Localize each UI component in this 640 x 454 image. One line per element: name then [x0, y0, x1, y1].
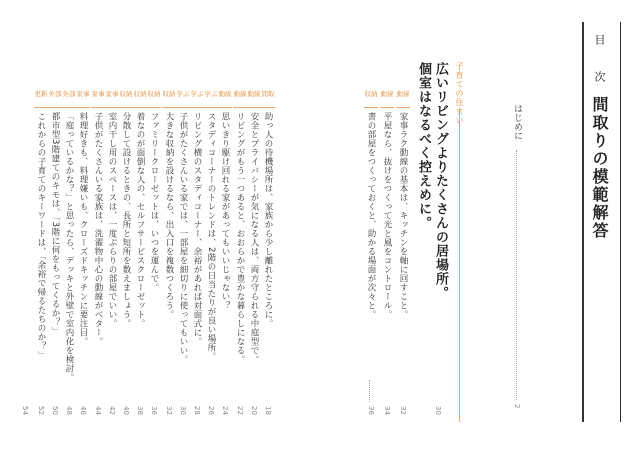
left-item-text: 助っ人の待機場所は、家族から少し離れたところに。	[263, 112, 273, 328]
left-item-tag: 収納	[133, 90, 147, 108]
left-item-text: リビングがもう一つあると、おおらかで豊かな暮らしになる。	[235, 112, 245, 364]
left-item-page: 36	[150, 406, 158, 415]
left-item-text: 「庭っているかな？」と思ったら、デッキと外壁で室内化を検討。	[64, 112, 74, 382]
left-item-text: 安全とプライバシーが気になる人は、両方守られる中庭型で。	[249, 112, 259, 364]
left-item-page: 20	[250, 406, 258, 415]
toc-heading-char1: 目	[593, 34, 606, 45]
left-item-page: 52	[37, 406, 45, 415]
left-item-text: 分散して設けるときの、長所と短所を数えましょう。	[121, 112, 131, 328]
left-item-text: 子供がたくさんいる家族は、洗濯物中心の動線がベター。	[93, 112, 103, 346]
section1-item-tag: 動線	[380, 90, 394, 108]
toc-heading	[591, 34, 607, 82]
section1-item-tag: 収納	[364, 90, 378, 108]
left-item-page: 18	[264, 406, 272, 415]
toc-intro-page: 2	[513, 404, 521, 409]
toc-heading-char2: 次	[593, 71, 606, 82]
left-item-text: リビング横のスタディコーナー、余裕があれば対面式に。	[192, 112, 202, 346]
left-item-text: 都市型3階建てのキモは、「3階に何をもってくるか？」	[50, 112, 60, 336]
toc-intro-label[interactable]: はじめに	[512, 104, 522, 140]
left-item-tag: 学ぶ	[190, 90, 204, 108]
left-item-tag: 収納	[119, 90, 133, 108]
left-item-page: 28	[193, 406, 201, 415]
left-item-tag: 収納	[162, 90, 176, 108]
intro-leader-line	[516, 150, 518, 400]
left-item-page: 30	[179, 406, 187, 415]
left-item-tag: 収納	[147, 90, 161, 108]
left-item-text: 室内干し用のスペースは、一度ぷらりの部屋でいい。	[107, 112, 117, 328]
left-item-text: 大きな収納を設けるなら、出入口を複数つくろう。	[164, 112, 174, 319]
book-title: 間取りの模範解答	[590, 96, 609, 240]
section1-rule	[459, 110, 460, 422]
left-item-tag: 更新	[34, 90, 48, 108]
section1-item-tag: 動線	[396, 90, 410, 108]
left-item-tag: 家事	[91, 90, 105, 108]
section1-page: 30	[434, 406, 442, 415]
section1-title-line2[interactable]: 個室はなるべく控えめに。	[416, 62, 431, 230]
left-item-tag: 家事	[105, 90, 119, 108]
left-extra-page: 54	[21, 406, 29, 415]
left-item-tag: 間取	[261, 90, 275, 108]
left-item-tag: 学ぶ	[204, 90, 218, 108]
section1-title-line1[interactable]: 広いリビングよりたくさんの居場所。	[433, 62, 448, 300]
left-item-page: 26	[207, 406, 215, 415]
left-item-text: これからの子育てのキーワードは、「余裕で帰るたちのか？」	[36, 112, 46, 360]
left-item-text: ファミリークローゼットは、いつを運んで。	[149, 112, 159, 292]
left-item-page: 38	[136, 406, 144, 415]
left-item-tag: 外部	[62, 90, 76, 108]
section1-leader	[369, 380, 371, 402]
section1-item-text: 書の部屋をつくっておくと、助かる場面が次々と。	[366, 112, 376, 319]
left-item-page: 44	[94, 406, 102, 415]
section1-item-page: 34	[383, 406, 391, 415]
left-item-page: 46	[79, 406, 87, 415]
left-item-text: スタディコーナーのトレンドは、2階の日当たりが良い場所。	[206, 112, 216, 361]
left-item-text: 思いきり駆け回れる家があってもいいじゃない？	[220, 112, 230, 310]
left-item-text: 子供がたくさんいる家では、一部屋を細切りに使ってもいい。	[178, 112, 188, 364]
section1-item-text: 家事ラク動線の基本は、キッチンを軸に回すこと。	[398, 112, 408, 319]
section1-item-text: 平屋なら、抜けをつくって光と風をコントロール。	[382, 112, 392, 319]
section1-label: 子育ての住まい	[455, 62, 464, 125]
left-item-tag: 家事	[76, 90, 90, 108]
left-item-text: 着なのが面倒な人の、セルフサービスクローゼット。	[135, 112, 145, 328]
left-item-tag: 動線	[218, 90, 232, 108]
left-item-page: 24	[221, 406, 229, 415]
left-item-tag: 外部	[48, 90, 62, 108]
left-item-tag: 学ぶ	[176, 90, 190, 108]
left-item-page: 22	[236, 406, 244, 415]
left-item-page: 48	[65, 406, 73, 415]
left-item-tag: 動線	[247, 90, 261, 108]
section1-item-page: 36	[367, 406, 375, 415]
section1-item-page: 32	[399, 406, 407, 415]
left-item-page: 32	[165, 406, 173, 415]
left-item-page: 42	[108, 406, 116, 415]
left-item-page: 50	[51, 406, 59, 415]
left-item-text: 料理好きも、料理嫌いも、クローズドキッチンに要注目。	[78, 112, 88, 346]
left-item-tag: 動線	[233, 90, 247, 108]
left-item-page: 40	[122, 406, 130, 415]
